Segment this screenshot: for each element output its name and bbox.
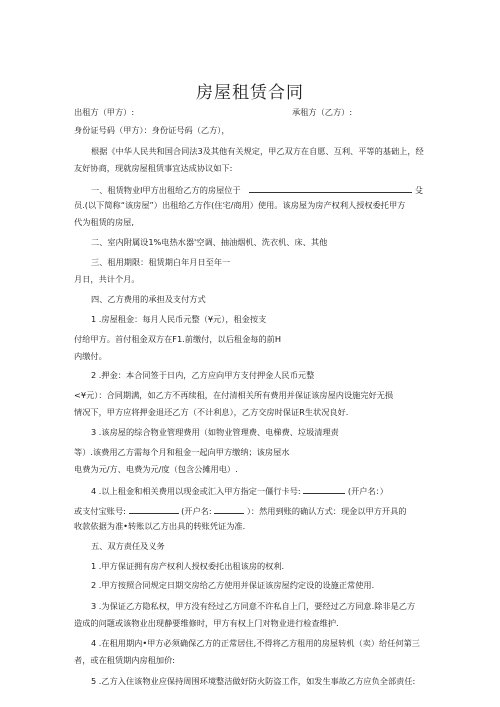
clause-4-3-line-1: 3 .该房屋的综合物业管理费用（如物业管理费、电梯费、垃圾清理责 — [91, 427, 339, 437]
alipay-name-blank — [214, 504, 244, 514]
clause-1-line-1 — [91, 183, 423, 196]
clause-4-1-line-2: 付给甲方。首付租金双方在F1.前缴付，以后租金每的前H — [74, 334, 281, 344]
party-a-label: 出租方（甲方）: — [74, 107, 135, 117]
intro-line-2: 友好协商，现就房屋租赁事宜达成协议如下: — [74, 163, 233, 173]
clause-5-3-line-2: 造成的问题或该物业出现静要维修时，甲方有权上门对物业进行检查维护. — [74, 618, 339, 628]
clause-5-2: 2 .甲方按照合同规定日期交房给乙方使用并保证该房屋约定设的设施正常使用. — [91, 580, 375, 590]
clause-4-4-line-1 — [91, 484, 388, 497]
clause-4-1-line-3: 内缴付。 — [74, 351, 107, 361]
clause-5-4-line-1: 4 .在租用期内•甲方必须确保乙方的正常居住,不得将乙方租用的房屋转机（卖）给任何第三 — [91, 638, 420, 648]
clause-4-1-line-1: 1 .房屋租金：每月人民币元整（¥元），租金按支 — [91, 314, 267, 324]
id-number-line: 身份证号码（甲方）：身份证号码（乙方）， — [74, 125, 230, 135]
clause-4-2-line-3: 情况下，甲方应将押金退还乙方（不计利息），乙方交房时保证R生状况良好. — [74, 407, 349, 417]
alipay-blank — [129, 504, 179, 514]
bank-card-blank — [303, 484, 345, 494]
clause-4-4-account-name: (开户名：） — [347, 486, 388, 496]
clause-4-4-line-3: 收款依据为准•转账以乙方出具的转账凭证为准. — [74, 521, 246, 531]
payment-confirmation: ）：然用到账的确认方式：现金以甲方开具的 — [246, 506, 407, 516]
clause-5-3-line-1: 3 .为保证乙方隐私权，甲方没有经过乙方同意不许私自上门，要经过乙方同意.除非是乙方 — [91, 601, 416, 611]
clause-5-heading: 五、双方责任及义务 — [91, 541, 165, 551]
alipay-account-name: (开户名: — [181, 506, 212, 516]
clause-4-4-text: 4 .以上租金和相关费用以现金或汇入甲方指定一僵行卡号: — [91, 486, 301, 496]
clause-4-2-line-2: <¥元）：合同期满，如乙方不再续租，在付清相关所有费用并保证该房屋内设施完好无损 — [74, 390, 394, 400]
document-title: 房屋租赁合同 — [196, 83, 304, 103]
address-blank — [249, 183, 412, 193]
clause-3-line-1: 三、租用期限：租赁期白年月日至年一 — [91, 257, 231, 267]
clause-1-end: 殳 — [414, 185, 424, 195]
clause-1-line-2: 员.(以下简称“该房屋”）出租给乙方作(住宅/商用）使用。该房屋为房产权利人授权委托甲方 — [74, 200, 406, 210]
clause-5-5: 5 .乙方入住该物业应保持周围环境整洁做好防火防盗工作，如发生事故乙方应负全部责任: — [91, 676, 416, 686]
clause-4-3-line-2: 等）.该费用乙方需每个月和租金一起向甲方缴纳；该房屋水 — [74, 447, 290, 457]
clause-4-3-line-3: 电费为元/方、电费为元/度（包含公摊用电）. — [74, 464, 238, 474]
clause-4-2-line-1: 2 .押金：本合同签于日内，乙方应向甲方支付押金人民币元整 — [91, 370, 315, 380]
clause-4-4-line-2 — [74, 504, 407, 517]
party-b-label: 承租方（乙方）: — [292, 107, 353, 117]
clause-1-text: 一、租赁物业l甲方出租给乙方的房屋位于 — [91, 185, 241, 195]
clause-2: 二、室内附属设1%电热水器'空调、抽油烟机、洗衣机、床、其他 — [91, 237, 328, 247]
clause-3-line-2: 月日，共计个月。 — [74, 274, 140, 284]
clause-1-line-3: 代为租赁的房屋, — [74, 217, 134, 227]
clause-5-1: 1 .甲方保证拥有房产权利人授权委托出租该房的权利. — [91, 561, 285, 571]
intro-line-1: 根据《中华人民共和国合同法3及其他有关规定，甲乙双方在自愿、互利、平等的基础上，经 — [91, 146, 424, 156]
clause-4-heading: 四、乙方费用的承担及支付方式 — [91, 294, 206, 304]
clause-5-4-line-2: 者，或在租赁期内房租加价: — [74, 655, 176, 665]
alipay-label: 或支付宝账号: — [74, 506, 126, 516]
